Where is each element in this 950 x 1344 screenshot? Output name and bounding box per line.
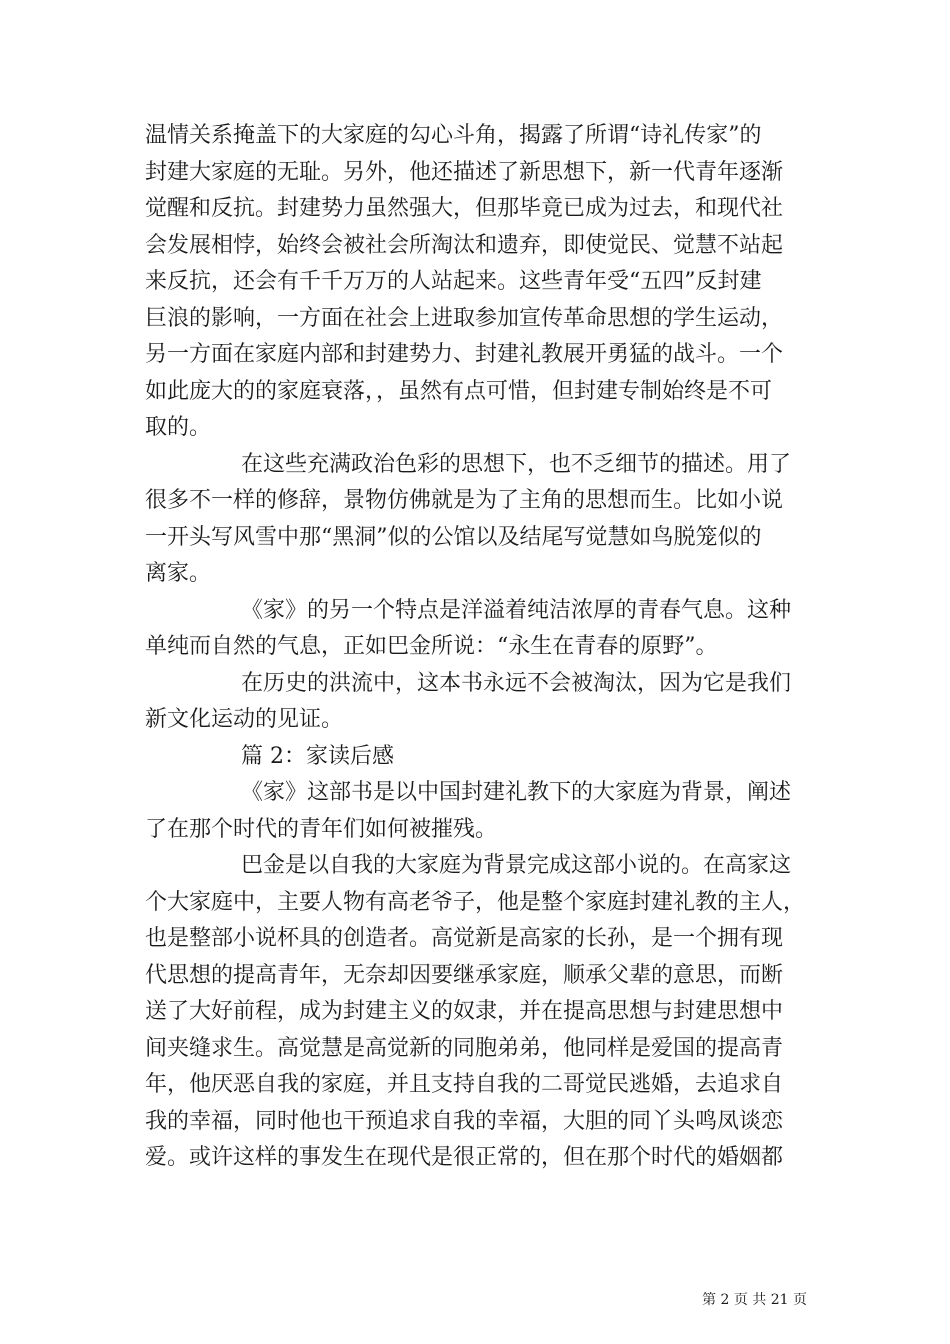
text-line: 我的幸福，同时他也干预追求自我的幸福，大胆的同丫头鸣凤谈恋 (145, 1108, 784, 1134)
text-line: 离家。 (145, 561, 212, 586)
section-heading: 篇 2：家读后感 (241, 743, 394, 769)
text-line: 一开头写风雪中那“黑洞”似的公馆以及结尾写觉慧如鸟脱笼似的 (145, 524, 762, 550)
text-line: 个大家庭中，主要人物有高老爷子，他是整个家庭封建礼教的主人， (145, 889, 806, 915)
paragraph-start-line: 《家》这部书是以中国封建礼教下的大家庭为背景，阐述 (241, 780, 792, 805)
text-line: 来反抗，还会有千千万万的人站起来。这些青年受“五四”反封建 (145, 269, 762, 294)
text-line: 取的。 (145, 415, 212, 440)
text-line: 封建大家庭的无耻。另外，他还描述了新思想下，新一代青年逐渐 (145, 159, 784, 185)
text-line: 觉醒和反抗。封建势力虽然强大，但那毕竟已成为过去，和现代社 (145, 196, 784, 221)
paragraph-start-line: 巴金是以自我的大家庭为背景完成这部小说的。在高家这 (241, 853, 792, 878)
paragraph-start-line: 在这些充满政治色彩的思想下，也不乏细节的描述。用了 (241, 451, 792, 477)
text-line: 很多不一样的修辞，景物仿佛就是为了主角的思想而生。比如小说 (145, 488, 784, 513)
text-line: 会发展相悖，始终会被社会所淘汰和遗弃，即使觉民、觉慧不站起 (145, 232, 784, 258)
text-line: 了在那个时代的青年们如何被摧残。 (145, 816, 498, 842)
text-line: 送了大好前程，成为封建主义的奴隶，并在提高思想与封建思想中 (145, 999, 784, 1024)
page-number: 第 2 页 共 21 页 (702, 1292, 807, 1308)
text-line: 新文化运动的见证。 (145, 707, 344, 732)
text-line: 也是整部小说杯具的创造者。高觉新是高家的长孙，是一个拥有现 (145, 926, 784, 951)
text-line: 单纯而自然的气息，正如巴金所说：“永生在青春的原野”。 (145, 634, 718, 659)
text-line: 如此庞大的的家庭衰落，，虽然有点可惜，但封建专制始终是不可 (145, 378, 773, 404)
text-line: 温情关系掩盖下的大家庭的勾心斗角，揭露了所谓“诗礼传家”的 (145, 123, 762, 148)
text-line: 年，他厌恶自我的家庭，并且支持自我的二哥觉民逃婚，去追求自 (145, 1072, 784, 1097)
text-line: 间夹缝求生。高觉慧是高觉新的同胞弟弟，他同样是爱国的提高青 (145, 1035, 784, 1061)
text-line: 代思想的提高青年，无奈却因要继承家庭，顺承父辈的意思，而断 (145, 962, 784, 988)
paragraph-start-line: 《家》的另一个特点是洋溢着纯洁浓厚的青春气息。这种 (241, 597, 792, 623)
text-line: 爱。或许这样的事发生在现代是很正常的，但在那个时代的婚姻都 (145, 1145, 784, 1170)
text-line: 另一方面在家庭内部和封建势力、封建礼教展开勇猛的战斗。一个 (145, 342, 784, 367)
paragraph-start-line: 在历史的洪流中，这本书永远不会被淘汰，因为它是我们 (241, 670, 792, 696)
text-line: 巨浪的影响，一方面在社会上进取参加宣传革命思想的学生运动， (145, 305, 784, 331)
body-text (145, 118, 815, 1177)
